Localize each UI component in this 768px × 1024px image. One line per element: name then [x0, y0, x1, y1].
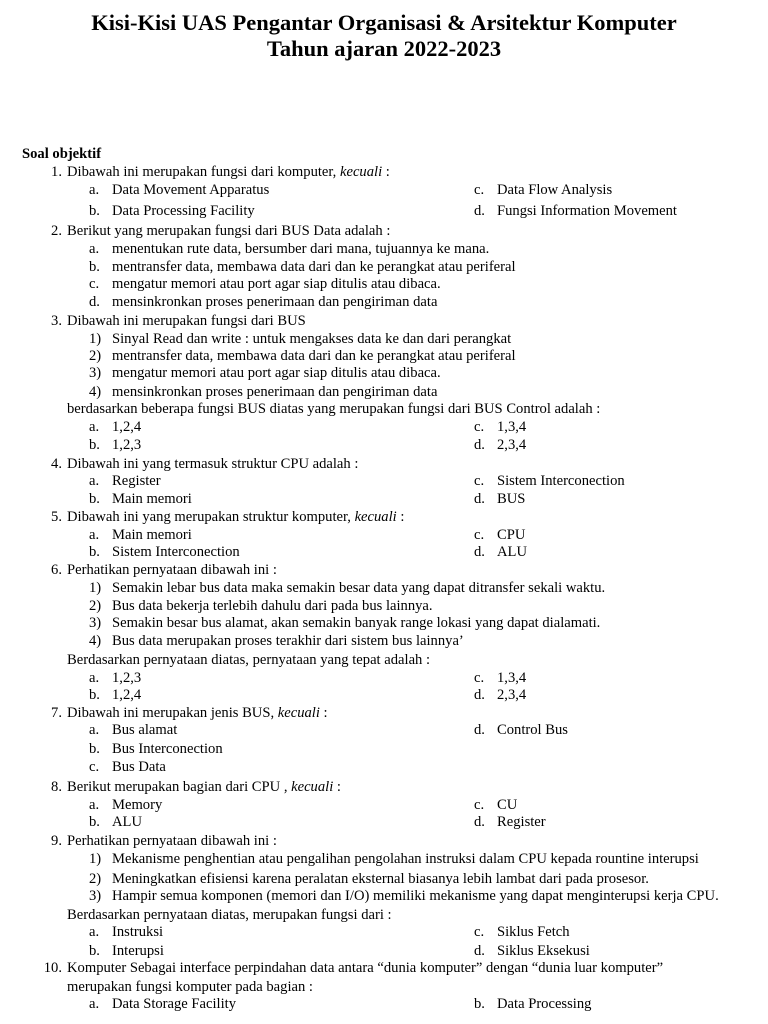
question-text-emphasis: kecuali — [339, 164, 383, 180]
option-text: 1,3,4 — [497, 670, 527, 686]
option-marker: b. — [89, 203, 100, 219]
question-prompt: berdasarkan beberapa fungsi BUS diatas yang merupakan fungsi dari BUS Control adalah : — [67, 401, 601, 417]
option-text: 2,3,4 — [497, 437, 527, 453]
option-text: CU — [497, 797, 518, 813]
statement-marker: 3) — [89, 888, 102, 904]
question-text-suffix: : — [333, 779, 341, 795]
question-text — [67, 778, 341, 796]
option-marker: d. — [474, 544, 485, 560]
question-text — [67, 312, 306, 330]
question-number: 8. — [51, 779, 62, 795]
option-marker: b. — [89, 259, 100, 275]
option-marker: d. — [474, 687, 485, 703]
option-text: 1,3,4 — [497, 419, 527, 435]
option-text: 1,2,3 — [112, 670, 142, 686]
option-marker: b. — [89, 544, 100, 560]
option-text: Bus Interconection — [112, 741, 223, 757]
question-text-main: Berikut merupakan bagian dari CPU , — [67, 779, 292, 795]
option-text: Sistem Interconection — [497, 473, 625, 489]
option-text: Data Flow Analysis — [497, 182, 613, 198]
option-text: Siklus Eksekusi — [497, 943, 590, 959]
question-number: 9. — [51, 833, 62, 849]
option-marker: b. — [89, 741, 100, 757]
option-marker: a. — [89, 670, 100, 686]
option-marker: c. — [474, 182, 485, 198]
question-number: 1. — [51, 164, 62, 180]
option-marker: a. — [89, 473, 100, 489]
statement-text: Bus data merupakan proses terakhir dari sistem bus lainnya’ — [112, 633, 464, 649]
option-text: Data Processing — [497, 996, 592, 1012]
question-text — [67, 561, 277, 579]
question-number: 2. — [51, 223, 62, 239]
statement-text: mengatur memori atau port agar siap ditulis atau dibaca. — [112, 365, 441, 381]
statement-text: Hampir semua komponen (memori dan I/O) memiliki mekanisme yang dapat menginterupsi kerja CPU. — [112, 888, 719, 904]
question-text-emphasis: kecuali — [291, 779, 334, 795]
statement-marker: 3) — [89, 615, 102, 631]
option-marker: d. — [474, 943, 485, 959]
statement-text: Sinyal Read dan write : untuk mengakses data ke dan dari perangkat — [112, 331, 512, 347]
statement-marker: 2) — [89, 598, 102, 614]
option-text: mentransfer data, membawa data dari dan ke perangkat atau periferal — [112, 259, 516, 275]
option-text: Register — [112, 473, 161, 489]
option-marker: d. — [474, 814, 485, 830]
option-text: Sistem Interconection — [112, 544, 240, 560]
question-prompt: Berdasarkan pernyataan diatas, pernyataan yang tepat adalah : — [67, 652, 431, 668]
option-text: Data Processing Facility — [112, 203, 255, 219]
option-text: 1,2,4 — [112, 419, 142, 435]
option-text: Control Bus — [497, 722, 568, 738]
question-number: 7. — [51, 705, 62, 721]
statement-marker: 3) — [89, 365, 102, 381]
question-text-main: Perhatikan pernyataan dibawah ini : — [67, 562, 277, 578]
statement-text: mensinkronkan proses penerimaan dan pengiriman data — [112, 384, 438, 400]
question-text-main: Komputer Sebagai interface perpindahan data antara “dunia komputer” dengan “dunia luar komputer” — [67, 960, 664, 976]
question-number: 5. — [51, 509, 62, 525]
question-text — [67, 455, 358, 473]
option-marker: a. — [89, 241, 100, 257]
question-number: 4. — [51, 456, 62, 472]
question-text-main: Berikut yang merupakan fungsi dari BUS Data adalah : — [67, 223, 391, 239]
option-marker: b. — [89, 491, 100, 507]
option-text: mensinkronkan proses penerimaan dan pengiriman data — [112, 294, 438, 310]
option-text: Main memori — [112, 527, 192, 543]
question-text-emphasis: kecuali — [354, 509, 397, 525]
option-text: 1,2,3 — [112, 437, 142, 453]
option-marker: c. — [89, 759, 100, 775]
statement-text: Semakin lebar bus data maka semakin besar data yang dapat ditransfer sekali waktu. — [112, 580, 606, 596]
statement-marker: 1) — [89, 851, 102, 867]
question-text-suffix: : — [382, 164, 390, 180]
question-number: 10. — [43, 960, 62, 976]
option-marker: c. — [474, 419, 485, 435]
option-text: 2,3,4 — [497, 687, 527, 703]
option-text: Siklus Fetch — [497, 924, 570, 940]
statement-text: Bus data bekerja terlebih dahulu dari pada bus lainnya. — [112, 598, 433, 614]
document-subtitle: Tahun ajaran 2022-2023 — [266, 36, 502, 61]
option-text: ALU — [112, 814, 142, 830]
question-text-emphasis: kecuali — [277, 705, 320, 721]
question-number: 6. — [51, 562, 62, 578]
option-text: Data Storage Facility — [112, 996, 237, 1012]
option-marker: a. — [89, 419, 100, 435]
option-marker: c. — [474, 670, 485, 686]
option-text: Fungsi Information Movement — [497, 203, 677, 219]
question-text-continued: merupakan fungsi komputer pada bagian : — [67, 979, 313, 995]
statement-text: mentransfer data, membawa data dari dan ke perangkat atau periferal — [112, 348, 516, 364]
statement-marker: 1) — [89, 580, 102, 596]
question-text-main: Dibawah ini yang termasuk struktur CPU adalah : — [67, 456, 359, 472]
option-marker: b. — [89, 687, 100, 703]
option-marker: b. — [89, 943, 100, 959]
option-text: BUS — [497, 491, 526, 507]
option-text: mengatur memori atau port agar siap ditulis atau dibaca. — [112, 276, 441, 292]
option-marker: b. — [89, 814, 100, 830]
option-text: ALU — [497, 544, 527, 560]
question-text — [67, 508, 404, 526]
question-text-main: Dibawah ini yang merupakan struktur komputer, — [67, 509, 355, 525]
option-text: Bus Data — [112, 759, 166, 775]
statement-marker: 2) — [89, 348, 102, 364]
statement-text: Meningkatkan efisiensi karena peralatan eksternal biasanya lebih lambat dari pada prosesor. — [112, 871, 649, 887]
question-number: 3. — [51, 313, 62, 329]
section-heading: Soal objektif — [22, 146, 102, 162]
option-text: Bus alamat — [112, 722, 178, 738]
question-text — [67, 163, 390, 181]
question-text — [67, 832, 277, 850]
statement-text: Semakin besar bus alamat, akan semakin banyak range lokasi yang dapat dialamati. — [112, 615, 601, 631]
statement-marker: 1) — [89, 331, 102, 347]
option-marker: c. — [474, 473, 485, 489]
option-text: 1,2,4 — [112, 687, 142, 703]
statement-marker: 4) — [89, 633, 102, 649]
option-marker: a. — [89, 527, 100, 543]
question-text-main: Dibawah ini merupakan fungsi dari komputer, — [67, 164, 340, 180]
option-marker: c. — [89, 276, 100, 292]
option-marker: a. — [89, 924, 100, 940]
option-text: Interupsi — [112, 943, 164, 959]
statement-marker: 4) — [89, 384, 102, 400]
option-marker: a. — [89, 722, 100, 738]
option-marker: b. — [89, 437, 100, 453]
question-text-main: Perhatikan pernyataan dibawah ini : — [67, 833, 277, 849]
option-marker: a. — [89, 182, 100, 198]
question-text-suffix: : — [396, 509, 405, 525]
option-marker: d. — [474, 491, 485, 507]
statement-text: Mekanisme penghentian atau pengalihan pengolahan instruksi dalam CPU kepada rountine interupsi — [112, 851, 699, 867]
option-marker: c. — [474, 924, 485, 940]
option-text: Register — [497, 814, 546, 830]
question-text — [67, 222, 390, 240]
question-text — [67, 959, 663, 977]
option-marker: b. — [474, 996, 485, 1012]
option-marker: c. — [474, 797, 485, 813]
option-text: Data Movement Apparatus — [112, 182, 270, 198]
option-text: menentukan rute data, bersumber dari mana, tujuannya ke mana. — [112, 241, 490, 257]
option-text: CPU — [497, 527, 526, 543]
option-marker: d. — [474, 203, 485, 219]
option-text: Main memori — [112, 491, 192, 507]
option-marker: d. — [474, 722, 485, 738]
question-prompt: Berdasarkan pernyataan diatas, merupakan fungsi dari : — [67, 907, 392, 923]
document-title: Kisi-Kisi UAS Pengantar Organisasi & Arsitektur Komputer — [91, 10, 677, 35]
question-text-suffix: : — [319, 705, 328, 721]
option-text: Instruksi — [112, 924, 164, 940]
question-text — [67, 704, 328, 722]
option-marker: d. — [474, 437, 485, 453]
option-marker: c. — [474, 527, 485, 543]
option-marker: a. — [89, 797, 100, 813]
option-marker: a. — [89, 996, 100, 1012]
option-text: Memory — [112, 797, 163, 813]
question-text-main: Dibawah ini merupakan fungsi dari BUS — [67, 313, 306, 329]
question-text-main: Dibawah ini merupakan jenis BUS, — [67, 705, 278, 721]
statement-marker: 2) — [89, 871, 102, 887]
option-marker: d. — [89, 294, 100, 310]
